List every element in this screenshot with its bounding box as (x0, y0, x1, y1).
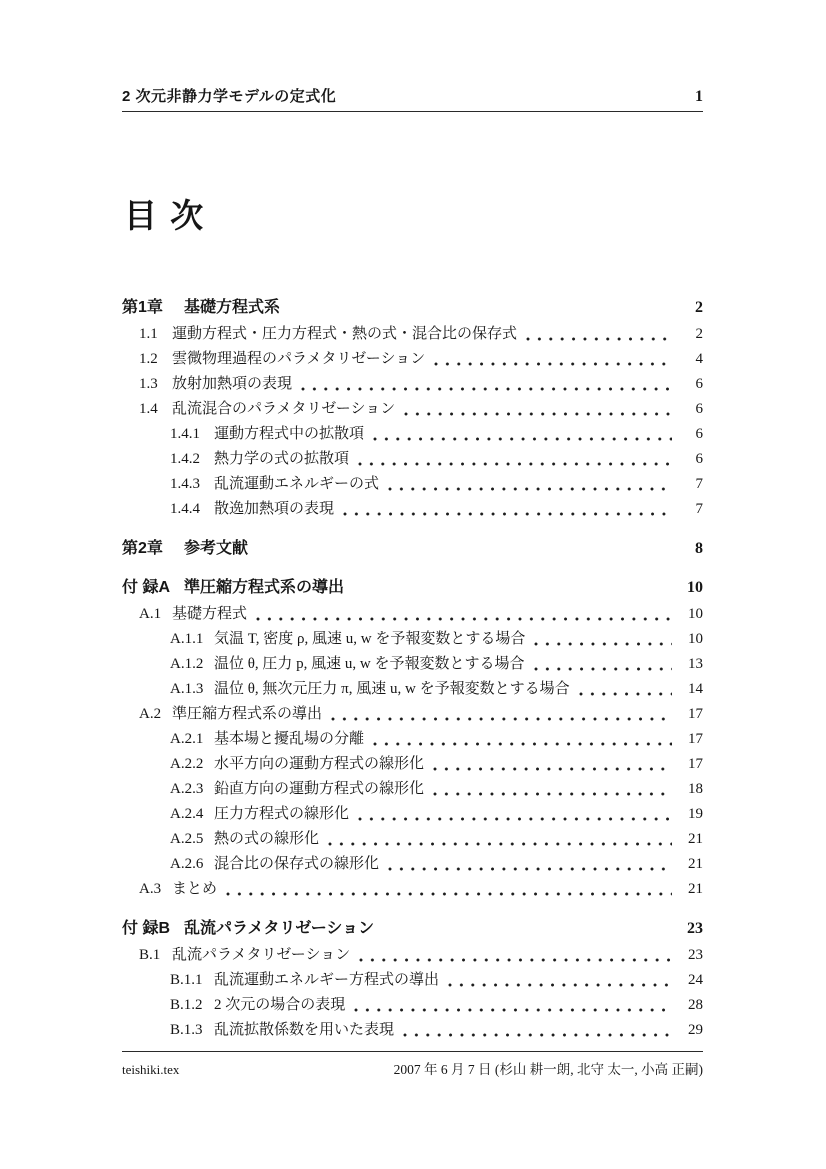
toc-title: 目 次 (124, 197, 206, 234)
toc-entry-number: A.2.4 (170, 806, 204, 822)
toc-entry-A.1.3 (122, 677, 703, 702)
toc-leader-dots (433, 766, 672, 772)
toc-entry-page: 29 (688, 1022, 703, 1038)
toc-entry-title: 熱力学の式の拡散項 (214, 451, 350, 467)
toc-entry-page: 6 (695, 401, 703, 417)
toc-entry-page: 8 (695, 540, 703, 557)
toc-entry-number: 第1章 (122, 299, 163, 316)
toc-leader-dots (534, 641, 672, 647)
toc-entry-number: A.2.6 (170, 856, 204, 872)
toc-entry-A.2 (122, 702, 703, 727)
toc-entry-title: 運動方程式中の拡散項 (214, 426, 365, 442)
toc-entry-number: A.2.2 (170, 756, 204, 772)
toc-entry-page: 4 (695, 351, 703, 367)
toc-entry-number: A.3 (139, 881, 162, 897)
toc-entry-page: 6 (695, 451, 703, 467)
toc-entry-number: 第2章 (122, 540, 163, 557)
toc-entry-number: 1.2 (139, 351, 158, 367)
toc-leader-dots (373, 436, 672, 442)
toc-entry-title: 基本場と擾乱場の分離 (214, 731, 365, 747)
toc-entry-page: 18 (688, 781, 703, 797)
toc-entry-title: 水平方向の運動方程式の線形化 (214, 756, 425, 772)
toc-entry-第2章 (122, 536, 703, 561)
toc-entry-title: 温位 θ, 圧力 p, 風速 u, w を予報変数とする場合 (214, 656, 525, 672)
toc-leader-dots (226, 891, 672, 897)
toc-leader-dots (526, 336, 672, 342)
toc-entry-page: 21 (688, 831, 703, 847)
toc-entry-title: 散逸加熱項の表現 (214, 501, 335, 517)
toc-entry-title: 運動方程式・圧力方程式・熱の式・混合比の保存式 (172, 326, 518, 342)
toc-entry-number: B.1.3 (170, 1022, 203, 1038)
page-header (122, 85, 703, 112)
toc-entry-第1章 (122, 295, 703, 320)
toc-leader-dots (388, 866, 672, 872)
toc-entry-page: 21 (688, 856, 703, 872)
toc-entry-title: 混合比の保存式の線形化 (214, 856, 380, 872)
toc-entry-page: 17 (688, 756, 703, 772)
toc-entry-number: 1.4.2 (170, 451, 200, 467)
footer-filename: teishiki.tex (122, 1062, 180, 1077)
toc-leader-dots (434, 361, 672, 367)
toc-entry-title: 圧力方程式の線形化 (214, 806, 350, 822)
toc-entry-number: B.1.1 (170, 972, 203, 988)
toc-leader-dots (331, 716, 672, 722)
toc-entry-A.2.2 (122, 752, 703, 777)
toc-leader-dots (579, 691, 672, 697)
toc-entry-1.1 (122, 322, 703, 347)
toc-list (122, 295, 703, 1043)
toc-entry-title: 乱流パラメタリゼーション (184, 920, 375, 937)
footer-date-authors: 2007 年 6 月 7 日 (杉山 耕一朗, 北守 太一, 小高 正嗣) (393, 1062, 703, 1077)
toc-entry-1.4.1 (122, 422, 703, 447)
toc-entry-number: B.1.2 (170, 997, 203, 1013)
toc-leader-dots (534, 666, 672, 672)
toc-entry-A.3 (122, 877, 703, 902)
toc-leader-dots (358, 461, 672, 467)
toc-entry-number: 1.4 (139, 401, 158, 417)
toc-entry-number: A.2.5 (170, 831, 204, 847)
toc-entry-number: A.1.3 (170, 681, 204, 697)
toc-entry-page: 7 (695, 501, 703, 517)
toc-entry-title: 乱流運動エネルギー方程式の導出 (214, 972, 440, 988)
toc-entry-page: 2 (695, 299, 703, 316)
toc-entry-page: 19 (688, 806, 703, 822)
toc-entry-1.4.4 (122, 497, 703, 522)
toc-entry-A.1 (122, 602, 703, 627)
toc-entry-B.1.2 (122, 993, 703, 1018)
toc-entry-number: 1.4.4 (170, 501, 200, 517)
toc-entry-page: 17 (688, 706, 703, 722)
toc-entry-title: 乱流パラメタリゼーション (172, 947, 351, 963)
toc-entry-page: 2 (695, 326, 703, 342)
toc-leader-dots (388, 486, 672, 492)
toc-entry-page: 10 (688, 606, 703, 622)
toc-entry-number: A.2.3 (170, 781, 204, 797)
toc-leader-dots (358, 816, 672, 822)
toc-entry-page: 21 (688, 881, 703, 897)
toc-entry-title: 準圧縮方程式系の導出 (172, 706, 323, 722)
toc-entry-A.2.4 (122, 802, 703, 827)
toc-entry-number: B.1 (139, 947, 161, 963)
toc-entry-page: 7 (695, 476, 703, 492)
toc-entry-title: 気温 T, 密度 ρ, 風速 u, w を予報変数とする場合 (214, 631, 526, 647)
toc-entry-A.2.6 (122, 852, 703, 877)
toc-entry-1.4 (122, 397, 703, 422)
toc-entry-number: A.2 (139, 706, 162, 722)
toc-entry-title: 放射加熱項の表現 (172, 376, 293, 392)
toc-entry-number: A.1.2 (170, 656, 204, 672)
toc-leader-dots (404, 411, 672, 417)
toc-entry-付 録A (122, 575, 703, 600)
toc-entry-title: 基礎方程式系 (184, 299, 281, 316)
toc-entry-A.2.5 (122, 827, 703, 852)
toc-entry-number: A.1.1 (170, 631, 204, 647)
toc-entry-付 録B (122, 916, 703, 941)
toc-entry-A.2.3 (122, 777, 703, 802)
toc-entry-page: 13 (688, 656, 703, 672)
toc-entry-title: 基礎方程式 (172, 606, 248, 622)
header-title: 2 次元非静力学モデルの定式化 (122, 88, 337, 105)
toc-entry-title: 乱流拡散係数を用いた表現 (214, 1022, 395, 1038)
toc-entry-page: 10 (687, 579, 703, 596)
toc-entry-B.1.1 (122, 968, 703, 993)
toc-entry-B.1.3 (122, 1018, 703, 1043)
toc-leader-dots (448, 982, 672, 988)
toc-leader-dots (328, 841, 672, 847)
toc-entry-number: 1.4.3 (170, 476, 200, 492)
toc-entry-1.3 (122, 372, 703, 397)
toc-entry-page: 6 (695, 426, 703, 442)
toc-entry-page: 23 (687, 920, 703, 937)
toc-entry-number: 1.1 (139, 326, 158, 342)
toc-entry-number: 1.3 (139, 376, 158, 392)
toc-entry-title: まとめ (172, 881, 218, 897)
toc-entry-B.1 (122, 943, 703, 968)
header-page-number: 1 (695, 88, 703, 105)
toc-entry-title: 温位 θ, 無次元圧力 π, 風速 u, w を予報変数とする場合 (214, 681, 570, 697)
toc-entry-title: 参考文献 (184, 540, 249, 557)
toc-leader-dots (359, 957, 672, 963)
toc-entry-number: A.2.1 (170, 731, 204, 747)
toc-entry-1.2 (122, 347, 703, 372)
toc-entry-A.2.1 (122, 727, 703, 752)
toc-leader-dots (343, 511, 672, 517)
page-footer (122, 1051, 703, 1078)
toc-entry-title: 乱流混合のパラメタリゼーション (172, 401, 396, 417)
toc-entry-page: 23 (688, 947, 703, 963)
toc-entry-page: 17 (688, 731, 703, 747)
toc-entry-page: 6 (695, 376, 703, 392)
toc-entry-title: 雲微物理過程のパラメタリゼーション (172, 351, 426, 367)
toc-entry-title: 乱流運動エネルギーの式 (214, 476, 380, 492)
toc-entry-title: 熱の式の線形化 (214, 831, 320, 847)
toc-leader-dots (301, 386, 672, 392)
toc-entry-number: 付 録A (122, 579, 171, 596)
toc-leader-dots (433, 791, 672, 797)
toc-entry-page: 10 (688, 631, 703, 647)
toc-entry-A.1.2 (122, 652, 703, 677)
toc-entry-A.1.1 (122, 627, 703, 652)
toc-entry-number: 1.4.1 (170, 426, 200, 442)
toc-leader-dots (354, 1007, 672, 1013)
toc-entry-page: 24 (688, 972, 703, 988)
toc-entry-title: 鉛直方向の運動方程式の線形化 (214, 781, 425, 797)
toc-leader-dots (373, 741, 672, 747)
toc-entry-page: 28 (688, 997, 703, 1013)
toc-entry-number: 付 録B (122, 920, 171, 937)
toc-entry-1.4.2 (122, 447, 703, 472)
toc-leader-dots (403, 1032, 672, 1038)
toc-entry-title: 2 次元の場合の表現 (214, 997, 346, 1013)
toc-entry-page: 14 (688, 681, 703, 697)
toc-leader-dots (256, 616, 672, 622)
toc-entry-number: A.1 (139, 606, 162, 622)
toc-entry-title: 準圧縮方程式系の導出 (184, 579, 345, 596)
toc-entry-1.4.3 (122, 472, 703, 497)
